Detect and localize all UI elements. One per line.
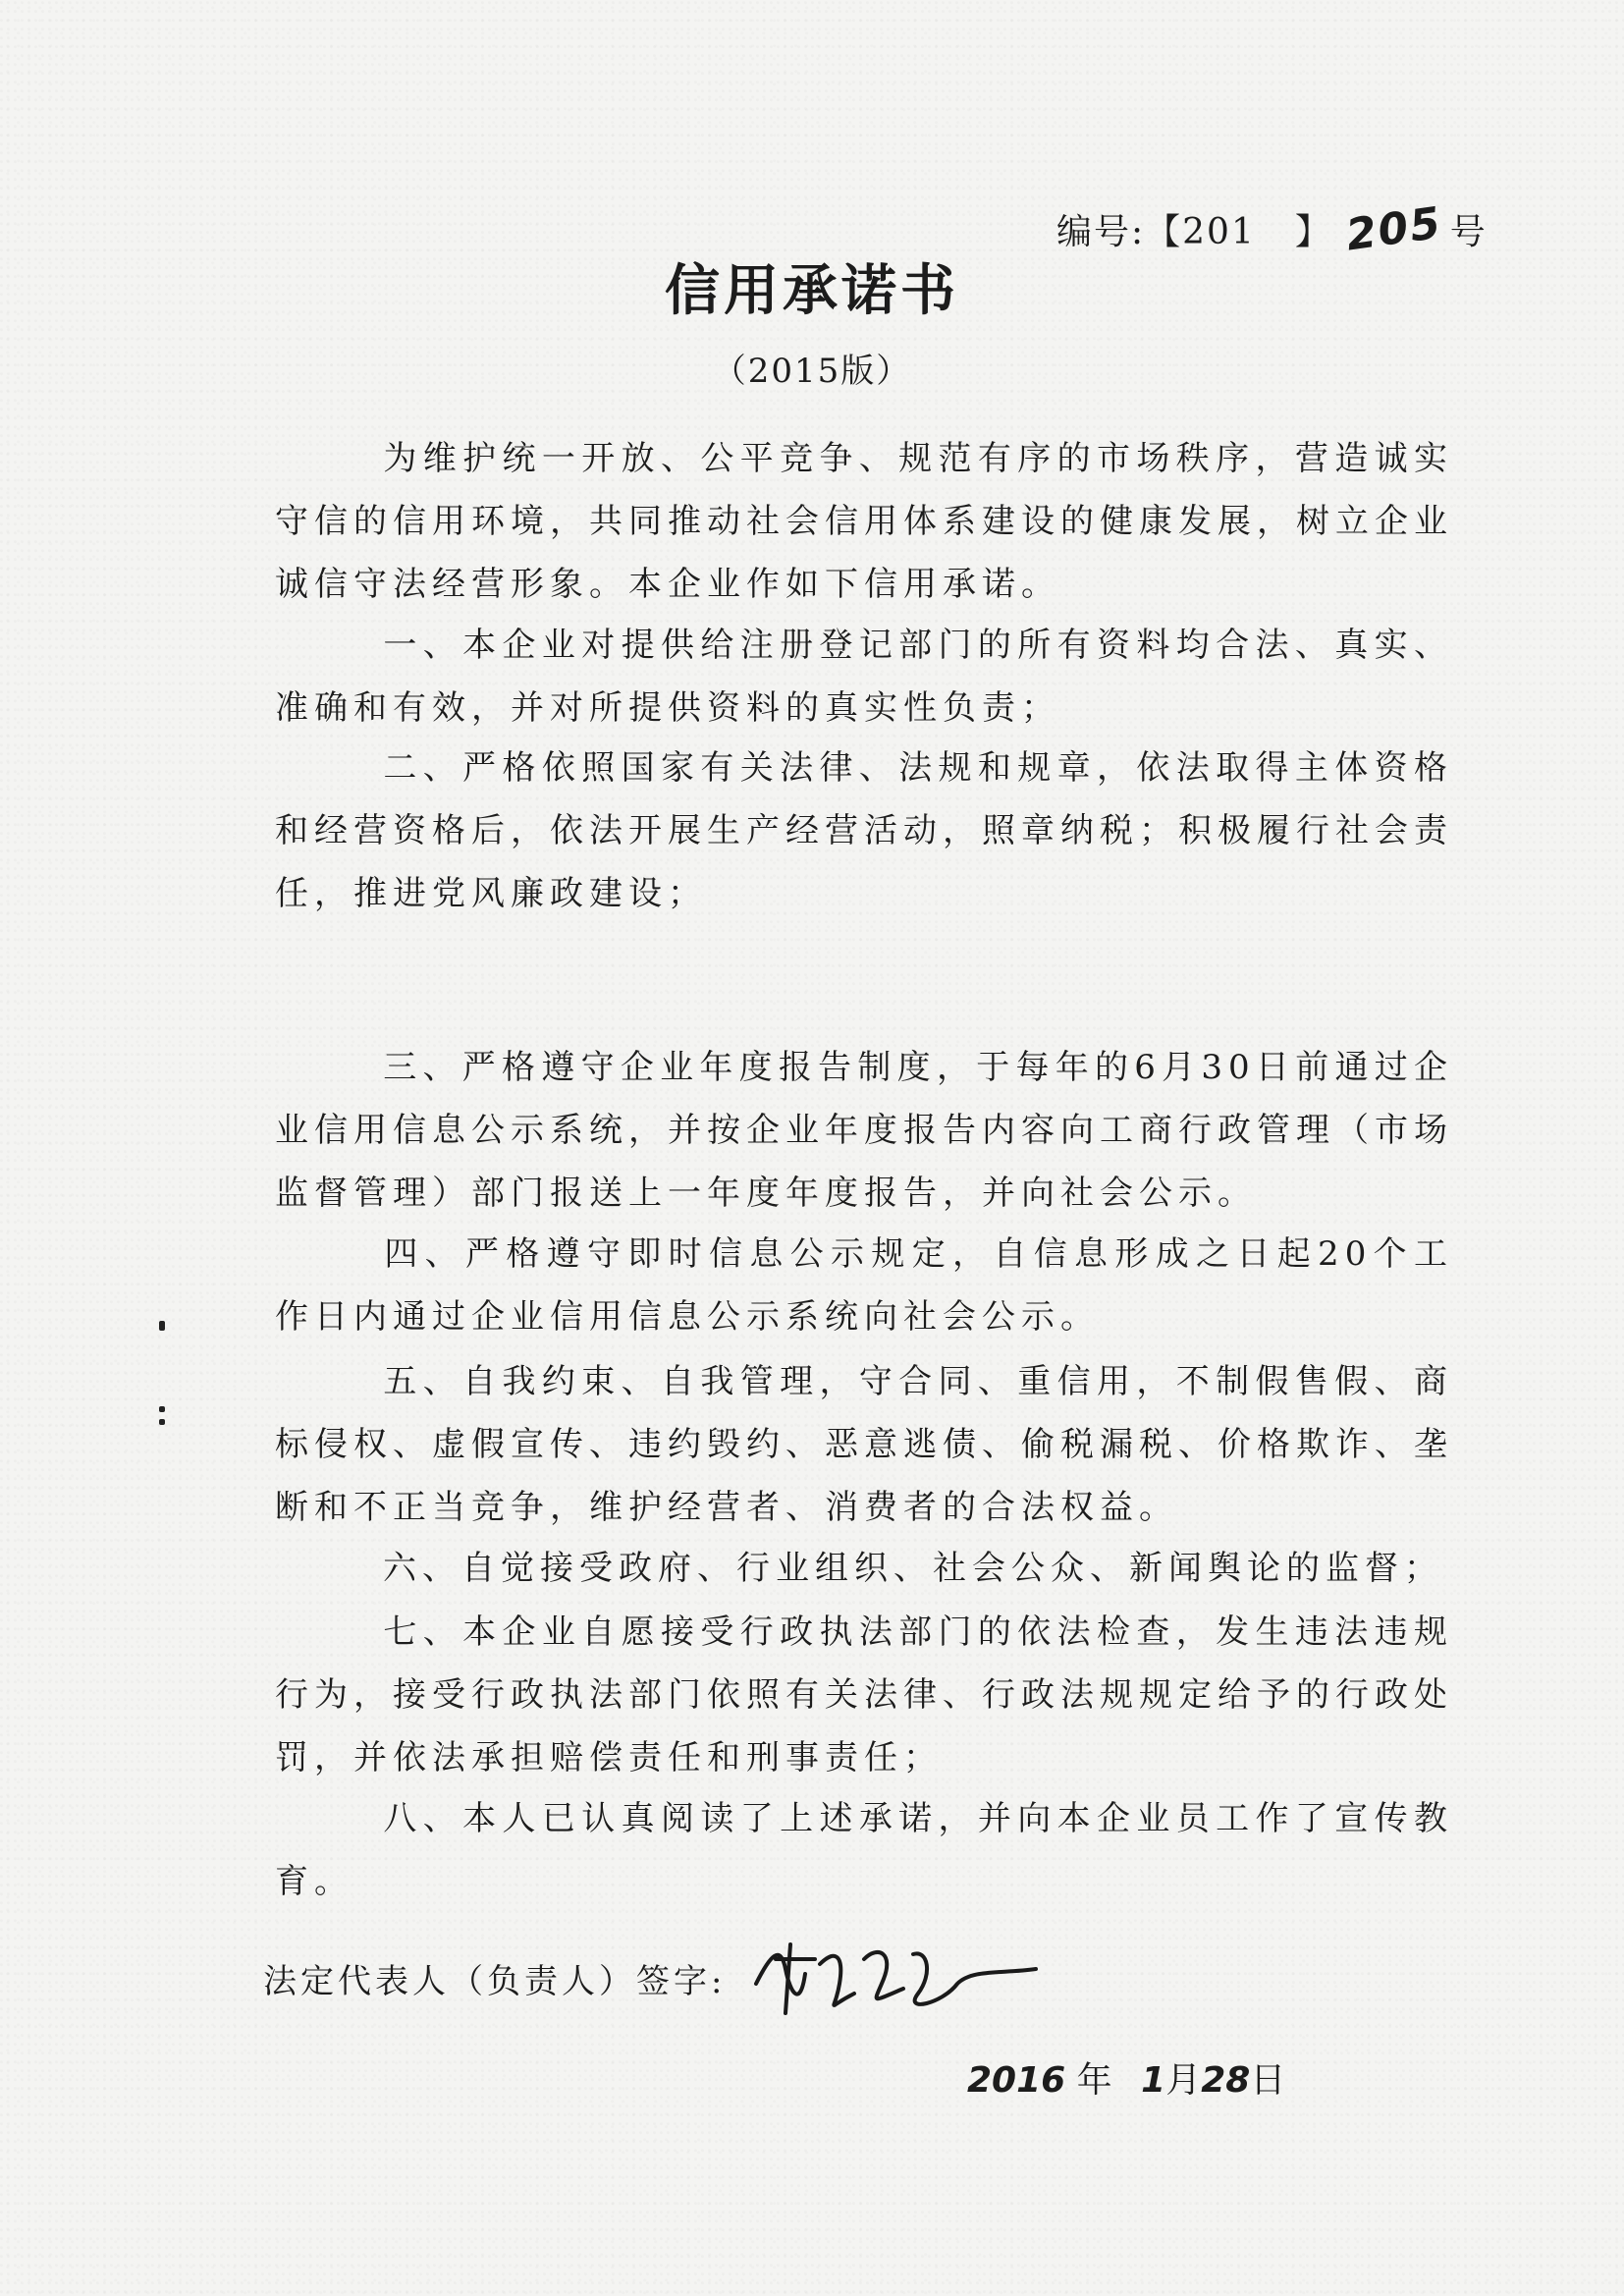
sign-date xyxy=(967,2052,1285,2103)
serial-bracket: 】 xyxy=(1294,212,1332,252)
scan-mark xyxy=(159,1419,165,1425)
commitment-8: 八、本人已认真阅读了上述承诺，并向本企业员工作了宣传教育。 xyxy=(275,1799,1453,1901)
serial-prefix: 编号:【201 xyxy=(1056,212,1256,252)
scan-mark xyxy=(159,1321,165,1331)
date-year-unit: 年 xyxy=(1076,2060,1112,2101)
date-day: 28 xyxy=(1201,2060,1251,2101)
commitment-2: 二、严格依照国家有关法律、法规和规章，依法取得主体资格和经营资格后，依法开展生产经营活动，照章纳税；积极履行社会责任，推进党风廉政建设； xyxy=(275,748,1453,913)
document-version: （2015版） xyxy=(712,352,912,391)
date-day-unit: 日 xyxy=(1250,2060,1286,2101)
commitment-5: 五、自我约束、自我管理，守合同、重信用，不制假售假、商标侵权、虚假宣传、违约毁约、恶意逃债、偷税漏税、价格欺诈、垄断和不正当竞争，维护经营者、消费者的合法权益。 xyxy=(275,1362,1453,1527)
commitment-4: 四、严格遵守即时信息公示规定，自信息形成之日起20个工作日内通过企业信用信息公示系统向社会公示。 xyxy=(275,1234,1453,1337)
commitment-1: 一、本企业对提供给注册登记部门的所有资料均合法、真实、准确和有效，并对所提供资料的真实性负责； xyxy=(275,626,1453,728)
date-month-unit: 月 xyxy=(1165,2060,1202,2101)
date-month: 1 xyxy=(1141,2060,1166,2101)
commitment-6: 六、自觉接受政府、行业组织、社会公众、新闻舆论的监督； xyxy=(383,1549,1443,1588)
scan-mark xyxy=(159,1406,165,1412)
commitment-7: 七、本企业自愿接受行政执法部门的依法检查，发生违法违规行为，接受行政执法部门依照有关法律、行政法规规定给予的行政处罚，并依法承担赔偿责任和刑事责任； xyxy=(275,1613,1453,1777)
handwritten-signature xyxy=(746,1915,1041,2033)
serial-suffix: 号 xyxy=(1449,212,1488,252)
serial-handwritten-number: 205 xyxy=(1342,197,1445,261)
commitment-3: 三、严格遵守企业年度报告制度，于每年的6月30日前通过企业信用信息公示系统，并按企业年度报告内容向工商行政管理（市场监督管理）部门报送上一年度年度报告，并向社会公示。 xyxy=(275,1048,1453,1213)
signature-label: 法定代表人（负责人）签字: xyxy=(263,1962,727,2001)
document-title: 信用承诺书 xyxy=(665,258,959,323)
date-year: 2016 xyxy=(967,2060,1066,2101)
intro-paragraph: 为维护统一开放、公平竞争、规范有序的市场秩序，营造诚实守信的信用环境，共同推动社会信用体系建设的健康发展，树立企业诚信守法经营形象。本企业作如下信用承诺。 xyxy=(275,439,1453,604)
